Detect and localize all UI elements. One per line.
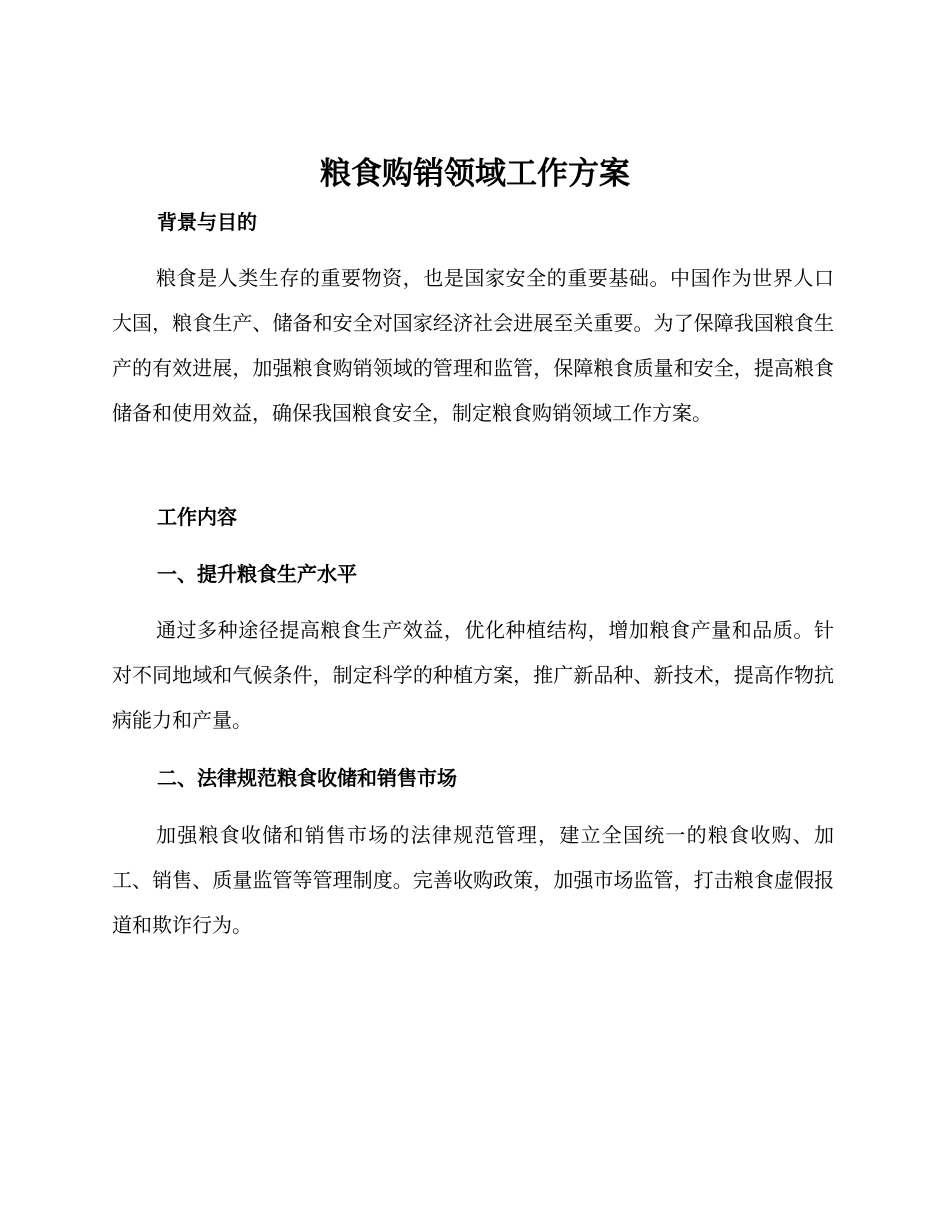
paragraph-improve-production: 通过多种途径提高粮食生产效益，优化种植结构，增加粮食产量和品质。针对不同地域和气候条件，制定科学的种植方案，推广新品种、新技术，提高作物抗病能力和产量。 <box>112 618 834 732</box>
paragraph-background: 粮食是人类生存的重要物资，也是国家安全的重要基础。中国作为世界人口大国，粮食生产、储备和安全对国家经济社会进展至关重要。为了保障我国粮食生产的有效进展，加强粮食购销领域的管理和监管，保障粮食质量和安全，提高粮食储备和使用效益，确保我国粮食安全，制定粮食购销领域工作方案。 <box>112 266 834 425</box>
paragraph-legal-regulation: 加强粮食收储和销售市场的法律规范管理，建立全国统一的粮食收购、加工、销售、质量监管等管理制度。完善收购政策，加强市场监管，打击粮食虚假报道和欺诈行为。 <box>112 823 834 937</box>
section-heading-background: 背景与目的 <box>157 210 257 234</box>
section-heading-improve-production: 一、提升粮食生产水平 <box>157 562 357 586</box>
section-heading-work-content: 工作内容 <box>157 505 237 529</box>
document-title: 粮食购销领域工作方案 <box>320 156 630 192</box>
section-heading-legal-regulation: 二、法律规范粮食收储和销售市场 <box>157 766 457 790</box>
